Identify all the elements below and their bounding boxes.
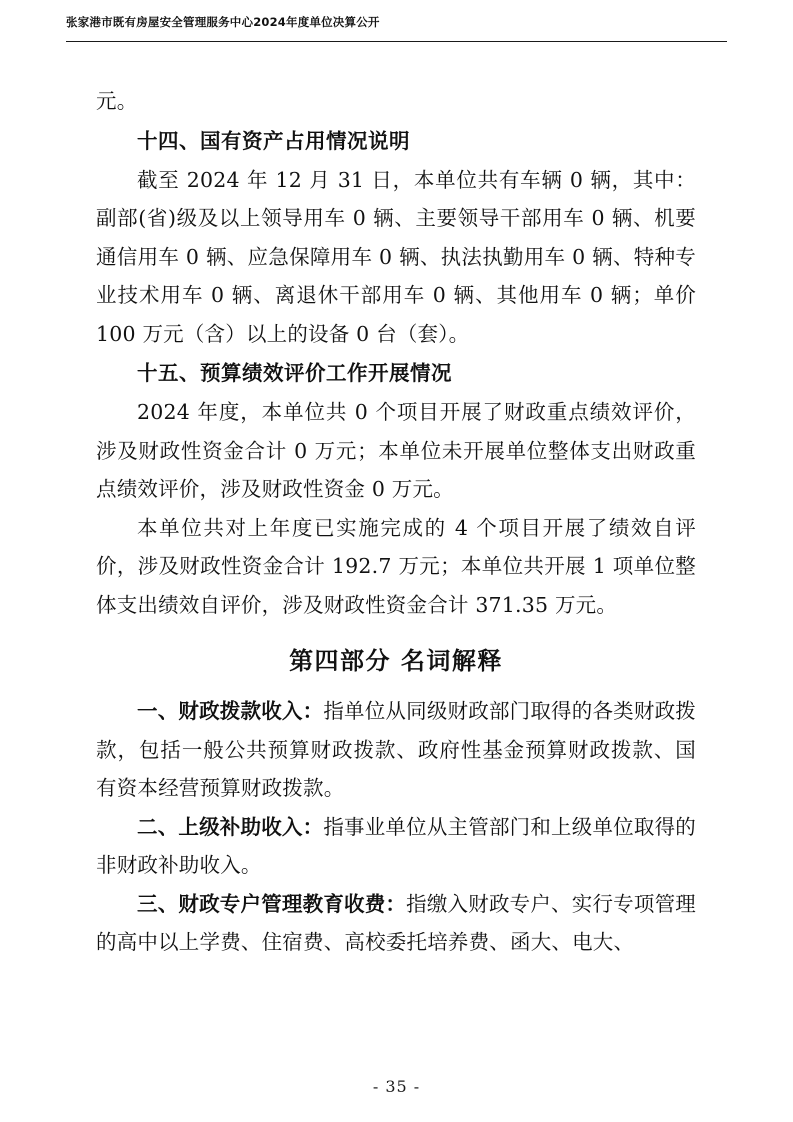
page-number: - 35 - <box>372 1077 421 1096</box>
header-divider <box>66 41 727 42</box>
term-text-1: 指单位从同级财政部门取得的各类财政拨款，包括一般公共预算财政拨款、政府性基金预算财政拨款、国有资本经营预算财政拨款。 <box>96 699 696 800</box>
term-label-2: 二、上级补助收入： <box>137 814 324 839</box>
term-text-2: 指事业单位从主管部门和上级单位取得的非财政补助收入。 <box>96 814 696 877</box>
paragraph-section-14-1: 截至 2024 年 12 月 31 日，本单位共有车辆 0 辆，其中：副部(省)级及以上领导用车 0 辆、主要领导干部用车 0 辆、机要通信用车 0 辆、应急保障用车 0 辆、执法执勤用车 0 辆、特种专业技术用车 0 辆、离退休干部用车 0 辆、其他用车 0 辆；单价 100 万元（含）以上的设备 0 台（套）。 <box>96 167 696 346</box>
running-header: 张家港市既有房屋安全管理服务中心2024年度单位决算公开 <box>66 15 380 29</box>
heading-section-14: 十四、国有资产占用情况说明 <box>137 128 410 153</box>
carryover-line: 元。 <box>96 89 138 113</box>
term-item-3 <box>96 885 696 962</box>
term-label-1: 一、财政拨款收入： <box>137 699 324 723</box>
page-content <box>96 82 696 962</box>
paragraph-section-15-1: 2024 年度，本单位共 0 个项目开展了财政重点绩效评价，涉及财政性资金合计 0 万元；本单位未开展单位整体支出财政重点绩效评价，涉及财政性资金 0 万元。 <box>96 400 696 501</box>
heading-section-15: 十五、预算绩效评价工作开展情况 <box>137 361 452 385</box>
term-item-1 <box>96 692 696 808</box>
term-item-2 <box>96 808 696 885</box>
term-text-3: 指缴入财政专户、实行专项管理的高中以上学费、住宿费、高校委托培养费、函大、电大、 <box>96 891 696 954</box>
heading-part-4: 第四部分 名词解释 <box>289 647 503 675</box>
paragraph-section-15-2: 本单位共对上年度已实施完成的 4 个项目开展了绩效自评价，涉及财政性资金合计 192.7 万元；本单位共开展 1 项单位整体支出绩效自评价，涉及财政性资金合计 371.35 万元。 <box>96 515 696 617</box>
term-label-3: 三、财政专户管理教育收费： <box>137 891 407 916</box>
